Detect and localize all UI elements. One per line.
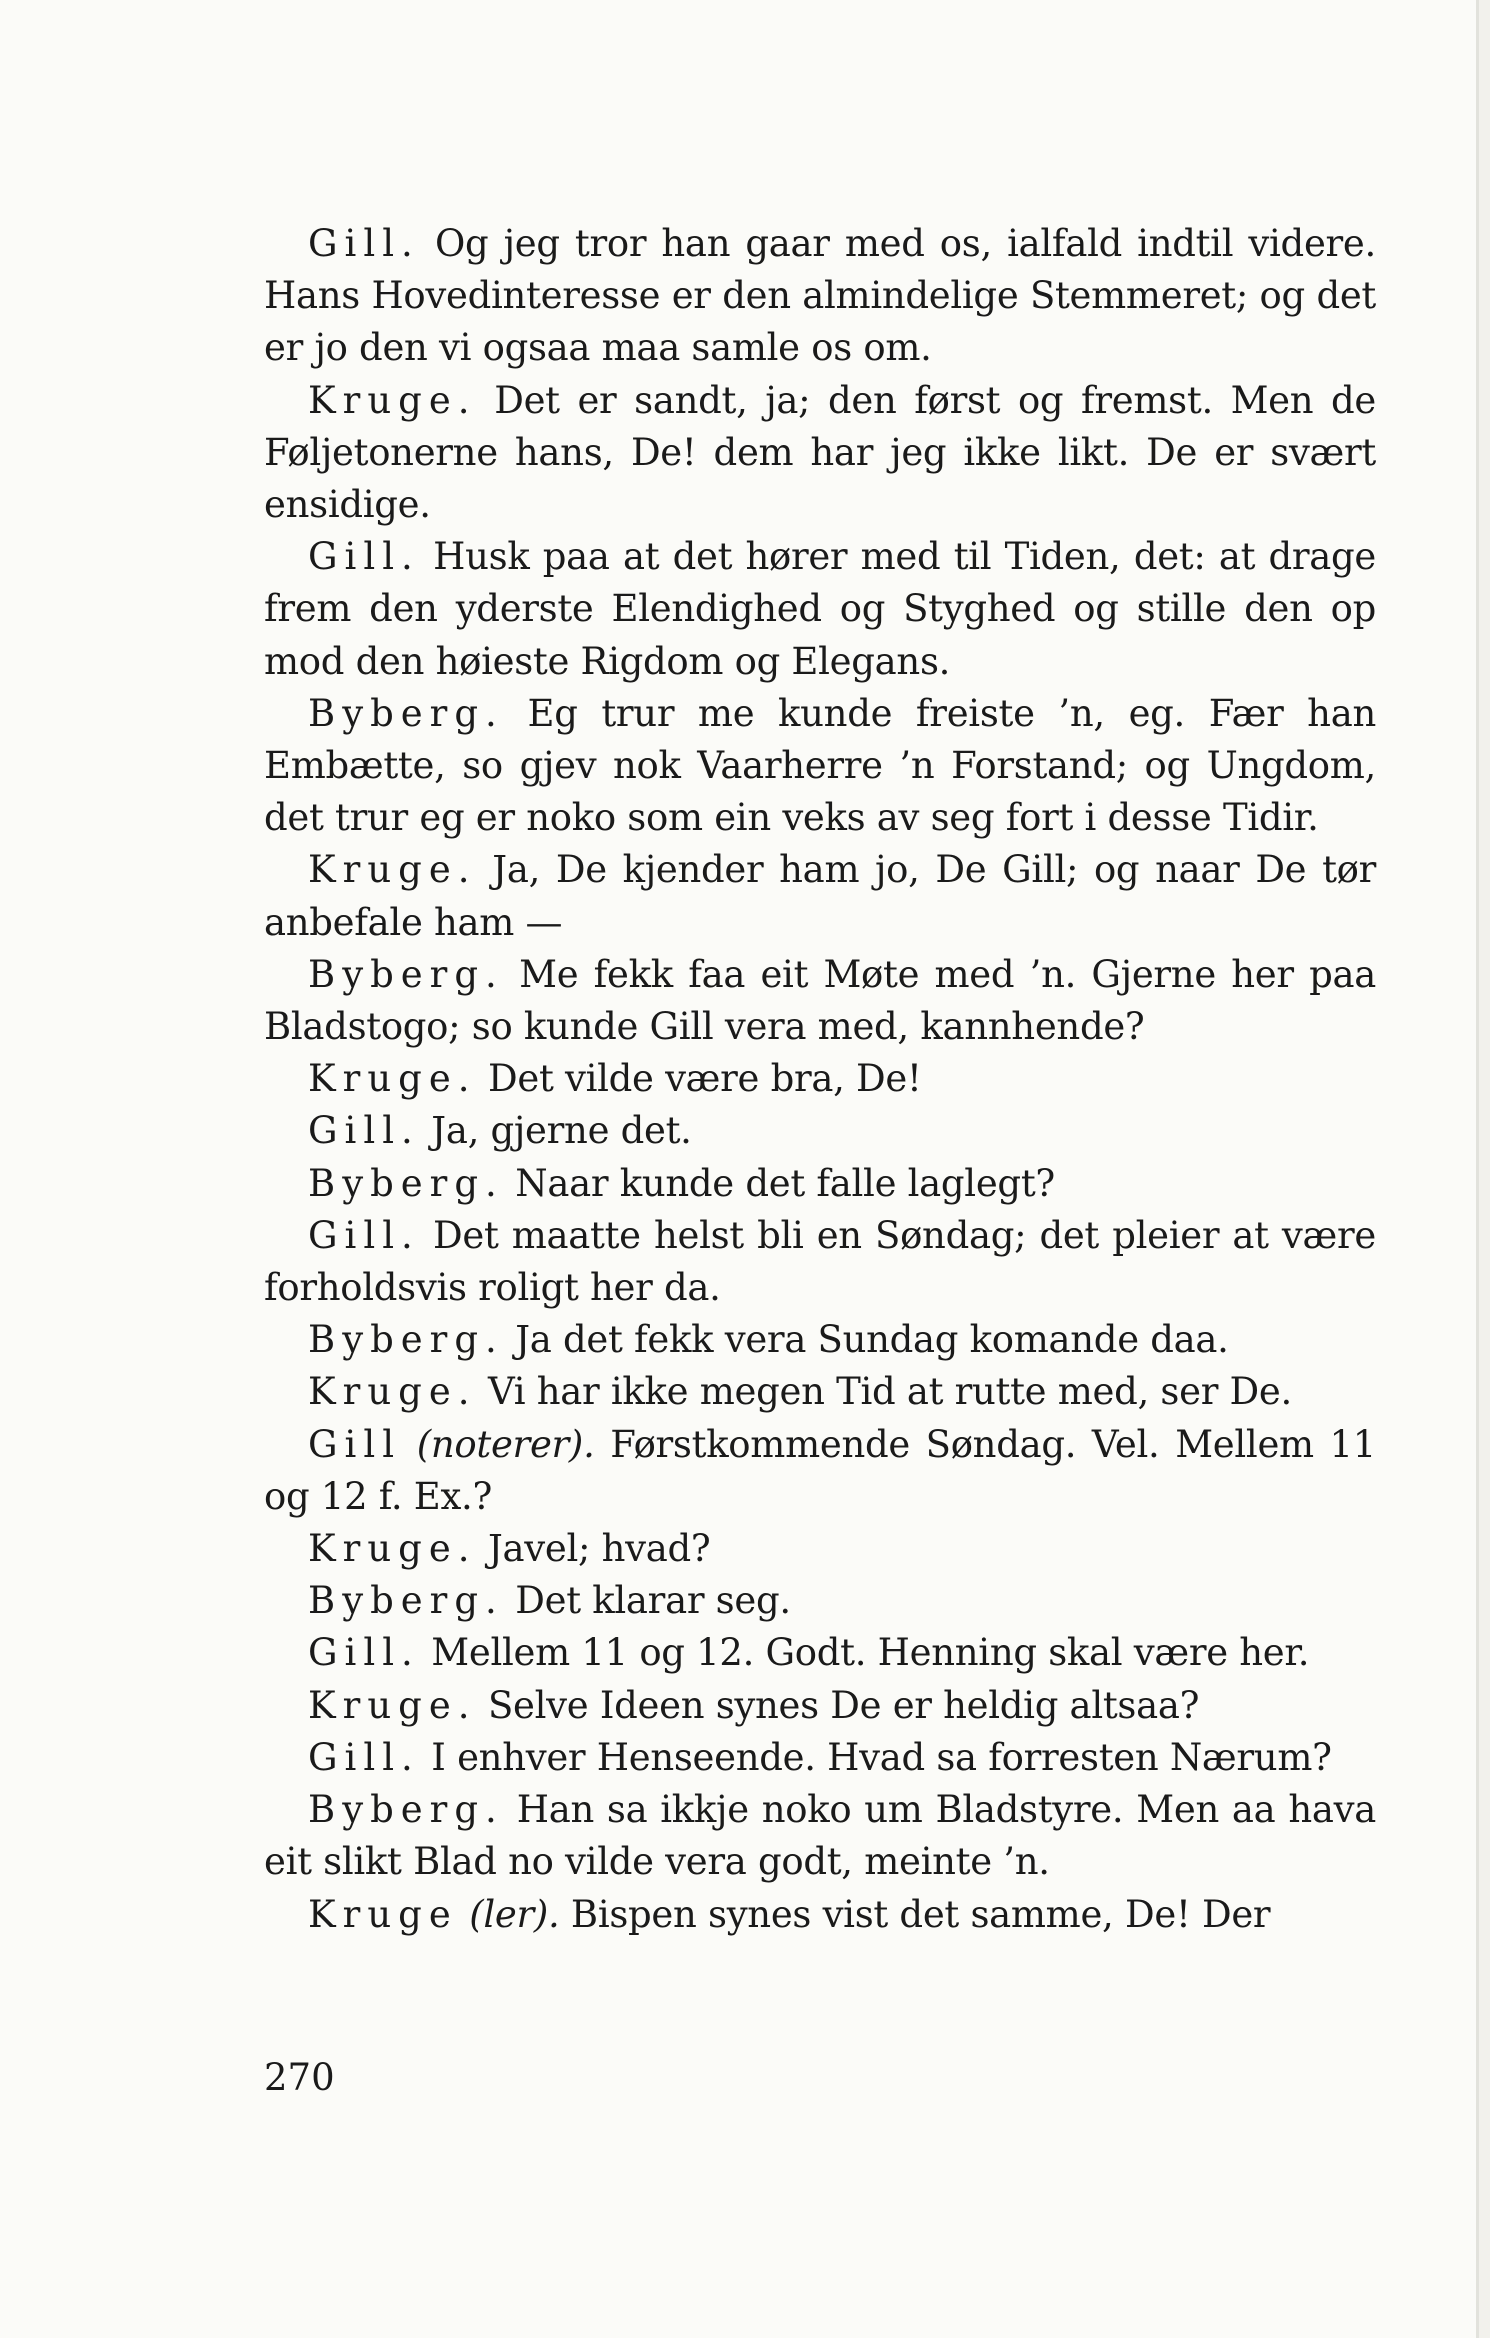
speaker-name: Gill xyxy=(308,1422,402,1466)
dialogue-line xyxy=(264,1575,1376,1627)
speaker-name: Gill. xyxy=(308,1109,420,1153)
line-text: Ja, gjerne det. xyxy=(419,1109,692,1153)
stage-direction: (noterer). xyxy=(401,1422,595,1466)
line-text: Førstkommende Søndag. Vel. Mellem 11 og 12 f. Ex.? xyxy=(264,1422,1376,1518)
speaker-name: Kruge xyxy=(308,1892,458,1936)
dialogue-line xyxy=(264,844,1376,948)
line-text: Naar kunde det falle laglegt? xyxy=(503,1161,1055,1205)
speaker-name: Byberg. xyxy=(308,691,504,735)
speaker-name: Byberg. xyxy=(308,1788,504,1832)
speaker-name: Gill. xyxy=(308,222,420,265)
line-text: Vi har ikke megen Tid at rutte med, ser De. xyxy=(476,1370,1292,1414)
line-text: Bispen synes vist det samme, De! Der xyxy=(559,1892,1271,1936)
line-text: Ja det fekk vera Sundag komande daa. xyxy=(503,1318,1229,1362)
line-text: Ja, De kjender ham jo, De Gill; og naar De tør anbefale ham — xyxy=(264,848,1376,944)
speaker-name: Kruge. xyxy=(308,1370,477,1414)
dialogue-line xyxy=(264,1210,1376,1314)
line-text: Mellem 11 og 12. Godt. Henning skal være her. xyxy=(419,1631,1310,1675)
line-text: I enhver Henseende. Hvad sa forresten Nærum? xyxy=(419,1735,1332,1779)
line-text: Det klarar seg. xyxy=(503,1579,791,1623)
dialogue-line xyxy=(264,949,1376,1053)
line-text: Han sa ikkje noko um Bladstyre. Men aa hava eit slikt Blad no vilde vera godt, meinte ’n. xyxy=(264,1788,1376,1884)
dialogue-line xyxy=(264,1889,1376,1941)
dialogue-line xyxy=(264,1784,1376,1888)
dialogue-line xyxy=(264,1732,1376,1784)
dialogue-line xyxy=(264,1680,1376,1732)
dialogue-text xyxy=(264,218,1376,1941)
dialogue-line xyxy=(264,218,1376,375)
speaker-name: Gill. xyxy=(308,1213,420,1257)
speaker-name: Gill. xyxy=(308,1735,420,1779)
dialogue-line xyxy=(264,1419,1376,1523)
speaker-name: Byberg. xyxy=(308,1579,504,1623)
speaker-name: Byberg. xyxy=(308,952,504,996)
line-text: Og jeg tror han gaar med os, ialfald indtil videre. Hans Hovedinteresse er den almindelige Stemmeret; og det er jo den vi ogsaa maa samle os om. xyxy=(264,222,1376,370)
dialogue-line xyxy=(264,375,1376,532)
line-text: Husk paa at det hører med til Tiden, det: at drage frem den yderste Elendighed og Styghed og stille den op mod den høieste Rigdom og Elegans. xyxy=(264,535,1376,683)
speaker-name: Gill. xyxy=(308,535,420,579)
speaker-name: Kruge. xyxy=(308,1527,477,1571)
line-text: Det er sandt, ja; den først og fremst. Men de Føljetonerne hans, De! dem har jeg ikke likt. De er svært ensidige. xyxy=(264,378,1376,527)
line-text: Det vilde være bra, De! xyxy=(476,1057,922,1101)
dialogue-line xyxy=(264,1314,1376,1366)
speaker-name: Byberg. xyxy=(308,1318,504,1362)
dialogue-line xyxy=(264,1627,1376,1679)
speaker-name: Kruge. xyxy=(308,1057,477,1101)
speaker-name: Kruge. xyxy=(308,848,477,892)
dialogue-line xyxy=(264,1158,1376,1210)
line-text: Selve Ideen synes De er heldig altsaa? xyxy=(476,1683,1200,1727)
line-text: Me fekk faa eit Møte med ’n. Gjerne her paa Bladstogo; so kunde Gill vera med, kannhende? xyxy=(264,952,1376,1049)
speaker-name: Kruge. xyxy=(308,1683,477,1727)
page-number: 270 xyxy=(264,2056,335,2099)
line-text: Det maatte helst bli en Søndag; det pleier at være forholdsvis roligt her da. xyxy=(264,1213,1376,1310)
line-text: Eg trur me kunde freiste ’n, eg. Fær han Embætte, so gjev nok Vaarherre ’n Forstand; og Ungdom, det trur eg er noko som ein veks av seg fort i desse Tidir. xyxy=(264,691,1376,840)
speaker-name: Kruge. xyxy=(308,378,477,422)
dialogue-line xyxy=(264,1053,1376,1105)
line-text: Javel; hvad? xyxy=(476,1527,711,1571)
dialogue-line xyxy=(264,1523,1376,1575)
speaker-name: Gill. xyxy=(308,1631,420,1675)
dialogue-line xyxy=(264,531,1376,688)
stage-direction: (ler). xyxy=(457,1892,560,1936)
dialogue-line xyxy=(264,688,1376,845)
dialogue-line xyxy=(264,1105,1376,1157)
speaker-name: Byberg. xyxy=(308,1161,504,1205)
dialogue-line xyxy=(264,1366,1376,1418)
